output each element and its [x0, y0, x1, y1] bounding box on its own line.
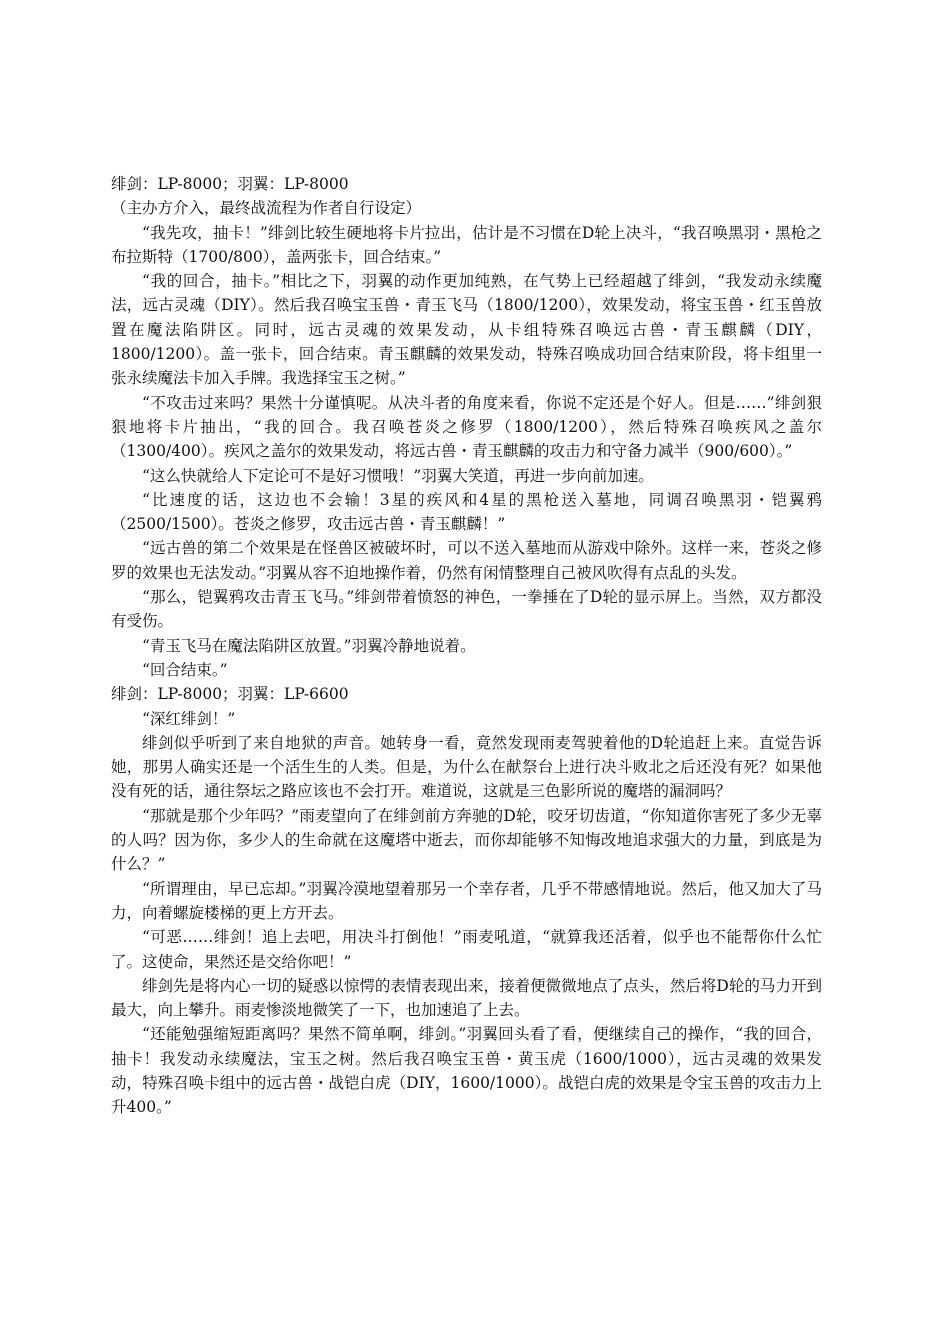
paragraph: “还能勉强缩短距离吗？果然不简单啊，绯剑。”羽翼回头看了看，便继续自己的操作，“我的回合，抽卡！我发动永续魔法，宝玉之树。然后我召唤宝玉兽・黄玉虎（1600/1000），远古灵魂的效果发动，特殊召唤卡组中的远古兽・战铠白虎（DIY，1600/1000）。战铠白虎的效果是令宝玉兽的攻击力上升400。”	[111, 1025, 822, 1117]
paragraph: “不攻击过来吗？果然十分谨慎呢。从决斗者的角度来看，你说不定还是个好人。但是……”绯剑狠狠地将卡片抽出，“我的回合。我召唤苍炎之修罗（1800/1200），然后特殊召唤疾风之盖尔（1300/400）。疾风之盖尔的效果发动，将远古兽・青玉麒麟的攻击力和守备力减半（900/600）。”	[111, 393, 822, 461]
paragraph: “这么快就给人下定论可不是好习惯哦！”羽翼大笑道，再进一步向前加速。	[142, 466, 654, 485]
paragraph: “深红绯剑！”	[142, 709, 236, 728]
paragraph: “比速度的话，这边也不会输！3星的疾风和4星的黑枪送入墓地，同调召唤黑羽・铠翼鸦（2500/1500）。苍炎之修罗，攻击远古兽・青玉麒麟！”	[111, 490, 822, 534]
paragraph: 绯剑似乎听到了来自地狱的声音。她转身一看，竟然发现雨麦驾驶着他的D轮追赶上来。直觉告诉她，那男人确实还是一个活生生的人类。但是，为什么在献祭台上进行决斗败北之后还没有死？如果他没有死的话，通往祭坛之路应该也不会打开。难道说，这就是三色影所说的魔塔的漏洞吗？	[111, 733, 822, 801]
paragraph: “可恶……绯剑！追上去吧，用决斗打倒他！”雨麦吼道，“就算我还活着，似乎也不能帮你什么忙了。这使命，果然还是交给你吧！”	[111, 928, 822, 971]
paragraph: “回合结束。”	[142, 660, 228, 679]
paragraph: “那么，铠翼鸦攻击青玉飞马。”绯剑带着愤怒的神色，一拳捶在了D轮的显示屏上。当然，双方都没有受伤。	[111, 588, 822, 631]
paragraph: 绯剑先是将内心一切的疑惑以惊愕的表情表现出来，接着便微微地点了点头，然后将D轮的马力开到最大，向上攀升。雨麦惨淡地微笑了一下，也加速追了上去。	[111, 976, 822, 1020]
story-text	[111, 172, 822, 1120]
paragraph: “青玉飞马在魔法陷阱区放置。”羽翼冷静地说着。	[142, 636, 476, 655]
paragraph: “我的回合，抽卡。”相比之下，羽翼的动作更加纯熟，在气势上已经超越了绯剑，“我发动永续魔法，远古灵魂（DIY）。然后我召唤宝玉兽・青玉飞马（1800/1200），效果发动，将宝玉兽・红玉兽放置在魔法陷阱区。同时，远古灵魂的效果发动，从卡组特殊召唤远古兽・青玉麒麟（DIY，1800/1200）。盖一张卡，回合结束。青玉麒麟的效果发动，特殊召唤成功回合结束阶段，将卡组里一张永续魔法卡加入手牌。我选择宝玉之树。”	[111, 272, 822, 388]
paragraph: 绯剑：LP-8000；羽翼：LP-6600	[111, 685, 349, 704]
paragraph: 绯剑：LP-8000；羽翼：LP-8000	[111, 175, 349, 193]
paragraph: “所谓理由，早已忘却。”羽翼冷漠地望着那另一个幸存者，几乎不带感情地说。然后，他又加大了马力，向着螺旋楼梯的更上方开去。	[111, 879, 822, 922]
paragraph: “我先攻，抽卡！”绯剑比较生硬地将卡片拉出，估计是不习惯在D轮上决斗，“我召唤黑羽・黑枪之布拉斯特（1700/800），盖两张卡，回合结束。”	[111, 223, 822, 266]
paragraph: “那就是那个少年吗？”雨麦望向了在绯剑前方奔驰的D轮，咬牙切齿道，“你知道你害死了多少无辜的人吗？因为你，多少人的生命就在这魔塔中逝去，而你却能够不知悔改地追求强大的力量，到底是为什么？”	[111, 806, 822, 874]
paragraph: “远古兽的第二个效果是在怪兽区被破坏时，可以不送入墓地而从游戏中除外。这样一来，苍炎之修罗的效果也无法发动。”羽翼从容不迫地操作着，仍然有闲情整理自己被风吹得有点乱的头发。	[111, 539, 822, 582]
paragraph: （主办方介入，最终战流程为作者自行设定）	[111, 199, 422, 218]
